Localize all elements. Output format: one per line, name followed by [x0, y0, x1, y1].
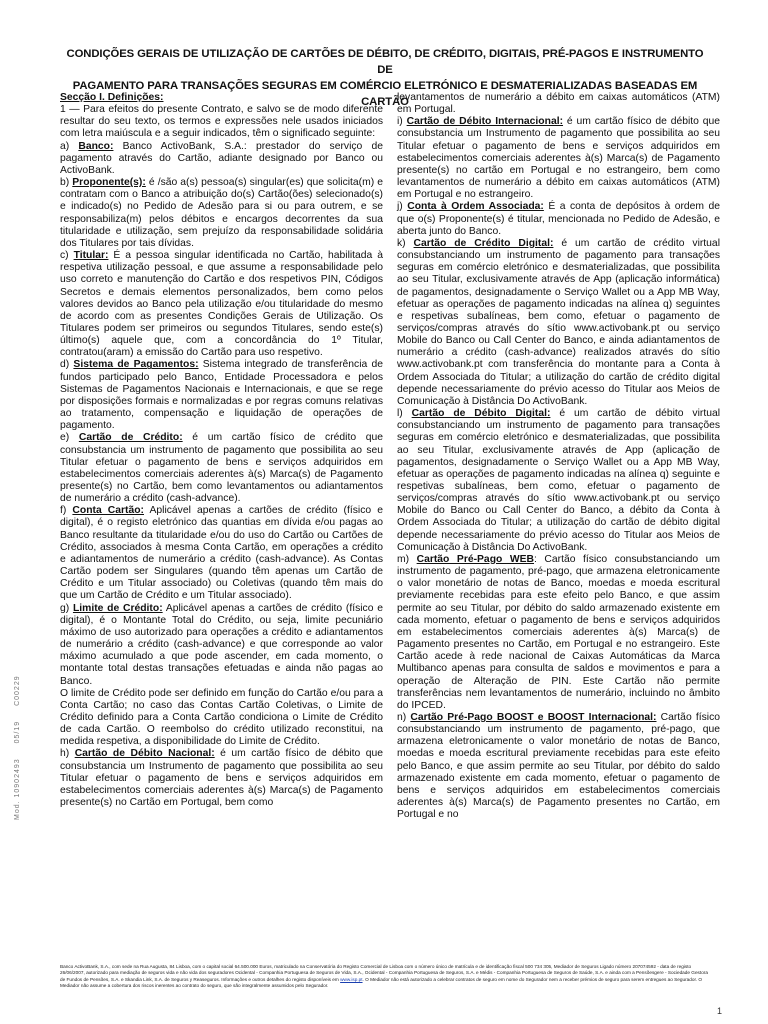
right-definitions	[397, 92, 720, 821]
item-term: Cartão Pré-Pago WEB	[416, 553, 534, 565]
item-term: Banco:	[78, 140, 114, 152]
right-column	[397, 92, 720, 821]
definition-item	[397, 238, 720, 408]
item-letter: g)	[60, 602, 73, 614]
definition-item	[60, 688, 383, 749]
item-letter: d)	[60, 359, 74, 371]
item-term: Proponente(s):	[72, 177, 146, 189]
item-text: : Cartão físico consubstanciando um instrumento de pagamento, pré-pago, que armazena eletronicamente o valor monetário de notas de Banco, moedas e moeda escritural previamente recebidas para este efeito pelo Banco, e que assim permite ao seu Titular, por débito do saldo armazenado existente em cada momento, efetuar o pagamento de bens e serviços adquiridos em estabelecimentos comerciais aderentes à(s) Marca(s) de Pagamento presentes no Cartão, em Portugal e no estrangeiro. Este Cartão acede à rede nacional de Caixas Automáticas da Marca Multibanco apenas para consulta de saldos e movimentos e para a operação de Alteração de PIN. Este Cartão não permite transferências nem levantamentos de numerário, incluindo no âmbito do IPCED.	[397, 553, 720, 711]
intro-paragraph: 1 — Para efeitos do presente Contrato, e salvo se de modo diferente resultar do seu texto, os termos e expressões nele usados iniciados com letra maiúscula e a seguir indicados, têm o significado seguinte:	[60, 104, 383, 140]
item-text: é um cartão físico de débito que consubstancia um Instrumento de pagamento que possibilita ao seu Titular efetuar o pagamento de bens e serviços adquiridos em estabelecimentos comerciais aderentes à(s) Marca(s) de Pagamento presente(s) no Cartão em Portugal, bem como	[60, 748, 384, 809]
form-code-model: Mod. 10902493	[14, 758, 21, 820]
item-term: Cartão de Débito Nacional:	[74, 748, 215, 760]
item-letter: i)	[397, 116, 407, 128]
definition-item	[397, 116, 720, 201]
definition-item	[397, 712, 720, 821]
item-text: levantamentos de numerário a débito em caixas automáticos (ATM) em Portugal.	[397, 92, 720, 116]
item-text: É a conta de depósitos à ordem de que o(s) Proponente(s) é titular, mencionada no Pedido de Adesão, e aberta junto do Banco.	[397, 201, 721, 237]
item-text: é um cartão físico de crédito que consubstancia um instrumento de pagamento que possibilita ao seu Titular efetuar o pagamento de bens e serviços adquiridos em estabelecimentos comerciais aderentes à(s) Marca(s) de Pagamento presente(s) no Cartão, bem como levantamentos ou adiantamentos de numerário a crédito (cash-advance).	[60, 432, 383, 505]
title-line-2: PAGAMENTO PARA TRANSAÇÕES SEGURAS EM COMÉRCIO ELETRÓNICO E DESMATERIALIZADAS BASEADAS EM CARTÃO	[72, 80, 698, 108]
footer-text: Banco ActivoBank, S.A., com sede na Rua Augusta, 84 Lisboa, com o capital social 64.500.000 Euros, matriculado na Conservatória do Registo Comercial de Lisboa com o número único de matrícula e de identificação fiscal 500 734 305, Mediador de Seguros Ligado número 207074592 - data de registo 26/06/2007, autorizado para mediação de seguros vida e não vida dos seguradores Ocidental - Companhia Portuguesa de Seguros de Vida, S.A., Ocidental - Companhia Portuguesa de Seguros, S.A. e Médis - Companhia Portuguesa de Seguros de Saúde, S.A. e ainda com a Pensõesgere - Sociedade Gestora de Fundos de Pensões, S.A. e Skandia Link, S.A. de Seguros y Reaseguros. Informações e outros detalhes do registo disponíveis em	[60, 964, 708, 982]
item-term: Sistema de Pagamentos:	[73, 359, 199, 371]
item-text: é /são a(s) pessoa(s) singular(es) que solicita(m) e contratam com o Banco a atribuição do(s) Cartão(ões) selecionado(s) e indicado(s) no Pedido de Adesão para si ou para outrem, e se responsabiliza(m) pelos débitos e encargos decorrentes da sua titularidade e utilização, sem prejuízo da responsabilidade solidária dos Titulares por tais dívidas.	[60, 177, 383, 249]
definition-item	[60, 250, 383, 359]
definition-item	[60, 748, 383, 809]
definition-item	[60, 177, 383, 250]
footer-text-2: . O Mediador não está autorizado a celebrar contratos de seguro em nome do Segurador nem a receber prémios de seguro para serem entregues ao Segurador. O Mediador não assume a cobertura dos riscos inerentes ao contrato do seguro, que são integralmente assumidos pelo Segurador.	[60, 976, 703, 989]
item-text: Aplicável apenas a cartões de crédito (físico e digital), é o Montante Total do Crédito, ou seja, limite pecuniário máximo de uso autorizado para operações a crédito e adiantamentos de numerário a crédito (cash-advance) e que corresponde ao valor máximo acumulado a que pode ascender, em cada momento, o montante total destas transações efetuadas e ainda não pagas ao Banco.	[60, 602, 383, 687]
item-letter: n)	[397, 711, 411, 723]
item-term: Conta Cartão:	[72, 505, 144, 517]
item-letter: l)	[397, 408, 412, 420]
item-term: Cartão de Crédito:	[78, 432, 183, 444]
item-letter: a)	[60, 140, 79, 152]
item-letter: h)	[60, 748, 75, 760]
form-code	[14, 663, 21, 820]
definition-item	[60, 359, 383, 432]
item-text: Sistema integrado de transferência de fundos participado pelo Banco, Entidade Processadora e pelos Sistemas de Pagamentos Nacionais e Internacionais, e que se rege por disposições formais e normalizadas e por regras comuns relativas ao tratamento, compensação e liquidação de operações de pagamento.	[60, 359, 383, 432]
title-line-1: CONDIÇÕES GERAIS DE UTILIZAÇÃO DE CARTÕES DE DÉBITO, DE CRÉDITO, DIGITAIS, PRÉ-PAGOS E INSTRUMENTO DE	[66, 48, 704, 76]
item-text: é um cartão de débito virtual consubstanciando um instrumento de pagamento para transações seguras em comércio eletrónico e desmaterializadas, que possibilita ao seu Titular, exclusivamente através de App (aplicação de pagamentos, designadamente o Serviço Wallet ou a App MB Way, efetuar as operações de pagamento indicadas na alínea q) seguinte e respetivas subalíneas, bem como, efetuar o pagamento de serviços/compras através do sítio www.activobank.pt ou serviço Mobile do Banco ou Call Center do Banco, a débito da Conta à Ordem Associada do Titular; a utilização do cartão de débito digital depende necessariamente do prévio acesso do Titular aos Meios de Comunicação à Distância Do ActivoBank.	[397, 408, 720, 553]
definition-item	[397, 92, 720, 116]
form-code-date: 05/19	[14, 720, 21, 744]
footer-link[interactable]: www.isp.pt	[340, 976, 363, 982]
item-letter: j)	[397, 201, 408, 213]
definition-item	[60, 141, 383, 177]
item-text: É a pessoa singular identificada no Cartão, habilitada à respetiva utilização pessoal, e que assume a responsabilidade pelo uso correto e manutenção do Cartão e dos respetivos PIN, Códigos Secretos e demais elementos personalizados, bem como pelos valores devidos ao Banco pela utilização e/ou titularidade do mesmo de acordo com as presentes Condições Gerais de Utilização. Os Titulares podem ser primeiros ou segundos Titulares, sendo este(s) último(s) aquele que, com a concordância do 1º Titular, contratou(aram) a emissão do Cartão para uso respetivo.	[60, 250, 384, 359]
definition-item	[60, 603, 383, 688]
item-term: Titular:	[73, 250, 109, 262]
form-code-ref: C00229	[14, 675, 21, 706]
item-term: Cartão Pré-Pago BOOST e BOOST Internacional:	[410, 711, 657, 723]
left-column	[60, 92, 383, 809]
item-letter: e)	[60, 432, 79, 444]
item-text: Aplicável apenas a cartões de crédito (físico e digital), é o registo eletrónico das quantias em dívida e/ou pagas ao Banco resultante da titularidade e/ou do uso do Cartão ou Cartões de Crédito, associados à mesma Conta Cartão, em operações a crédito e adiantamentos de numerário a crédito (cash-advance). As Contas Cartão podem ser Singulares (quando têm apenas um Cartão de Crédito e um Titular associado) ou Coletivas (quando têm mais do que um Cartão de Crédito e um Titular associado).	[60, 505, 383, 602]
item-term: Limite de Crédito:	[72, 602, 163, 614]
item-text: é um cartão de crédito virtual consubstanciando um instrumento de pagamento para transações seguras em comércio eletrónico e desmaterializadas, que possibilita ao seu Titular, exclusivamente através de App (aplicação informática) de pagamentos, designadamente o Serviço Wallet ou a App MB Way, efetuar as operações de pagamento indicadas na alínea q) seguintes e respetivas subalíneas, bem como, efetuar o pagamento de serviços/compras através do sítio www.activobank.pt ou serviço Mobile do Banco ou Call Center do Banco, e ainda adiantamentos de numerário a crédito (cash-advance) realizados através do sítio www.activobank.pt com transferência do montante para a Conta à Ordem Associada do Titular; a utilização do cartão de crédito digital depende necessariamente do prévio acesso do Titular aos Meios de Comunicação à Distância Do ActivoBank.	[397, 237, 720, 407]
definition-item	[397, 554, 720, 712]
item-term: Cartão de Débito Digital:	[411, 408, 551, 420]
item-text: O limite de Crédito pode ser definido em função do Cartão e/ou para a Conta Cartão; no caso das Contas Cartão Coletivas, o Limite de Crédito definido para a Conta Cartão condiciona o Limite de Crédito de cada Cartão. O reembolso do crédito utilizado reconstitui, na medida respetiva, a disponibilidade do Limite de Crédito.	[60, 687, 383, 748]
definition-item	[60, 432, 383, 505]
item-letter: k)	[397, 237, 414, 249]
section-heading: Secção I. Definições:	[60, 92, 164, 103]
item-text: Banco ActivoBank, S.A.: prestador do serviço de pagamento através do Cartão, adiante designado por Banco ou ActivoBank.	[60, 140, 383, 176]
item-letter: m)	[397, 553, 417, 565]
definition-item	[60, 505, 383, 602]
left-definitions	[60, 141, 383, 810]
item-letter: f)	[60, 505, 73, 517]
item-text: é um cartão físico de débito que consubstancia um Instrumento de pagamento que possibilita ao seu Titular efetuar o pagamento de bens e serviços adquiridos em estabelecimentos comerciais aderentes à(s) Marca(s) de Pagamento presente(s) no cartão em Portugal e no estrangeiro, bem como levantamentos de numerário a débito em caixas automáticos (ATM) em Portugal e no estrangeiro.	[397, 116, 720, 201]
definition-item	[397, 201, 720, 237]
item-term: Cartão de Débito Internacional:	[406, 116, 564, 128]
definition-item	[397, 408, 720, 554]
item-letter: b)	[60, 177, 73, 189]
item-term: Conta à Ordem Associada:	[407, 201, 544, 213]
item-term: Cartão de Crédito Digital:	[413, 237, 554, 249]
legal-footer	[60, 964, 710, 990]
page-number: 1	[716, 1006, 722, 1016]
item-letter: c)	[60, 250, 74, 262]
item-text: Cartão físico consubstanciando um instrumento de pagamento, pré-pago, que armazena eletronicamente o valor monetário de notas de Banco, moedas e moeda escritural previamente recebidas para este efeito pelo Banco, e que assim permite ao seu Titular, por débito do saldo armazenado existente em cada momento, efetuar o pagamento de bens e serviços adquiridos em estabelecimentos comerciais aderentes à(s) Marca(s) de Pagamento presentes no Cartão, em Portugal e no	[397, 711, 720, 821]
